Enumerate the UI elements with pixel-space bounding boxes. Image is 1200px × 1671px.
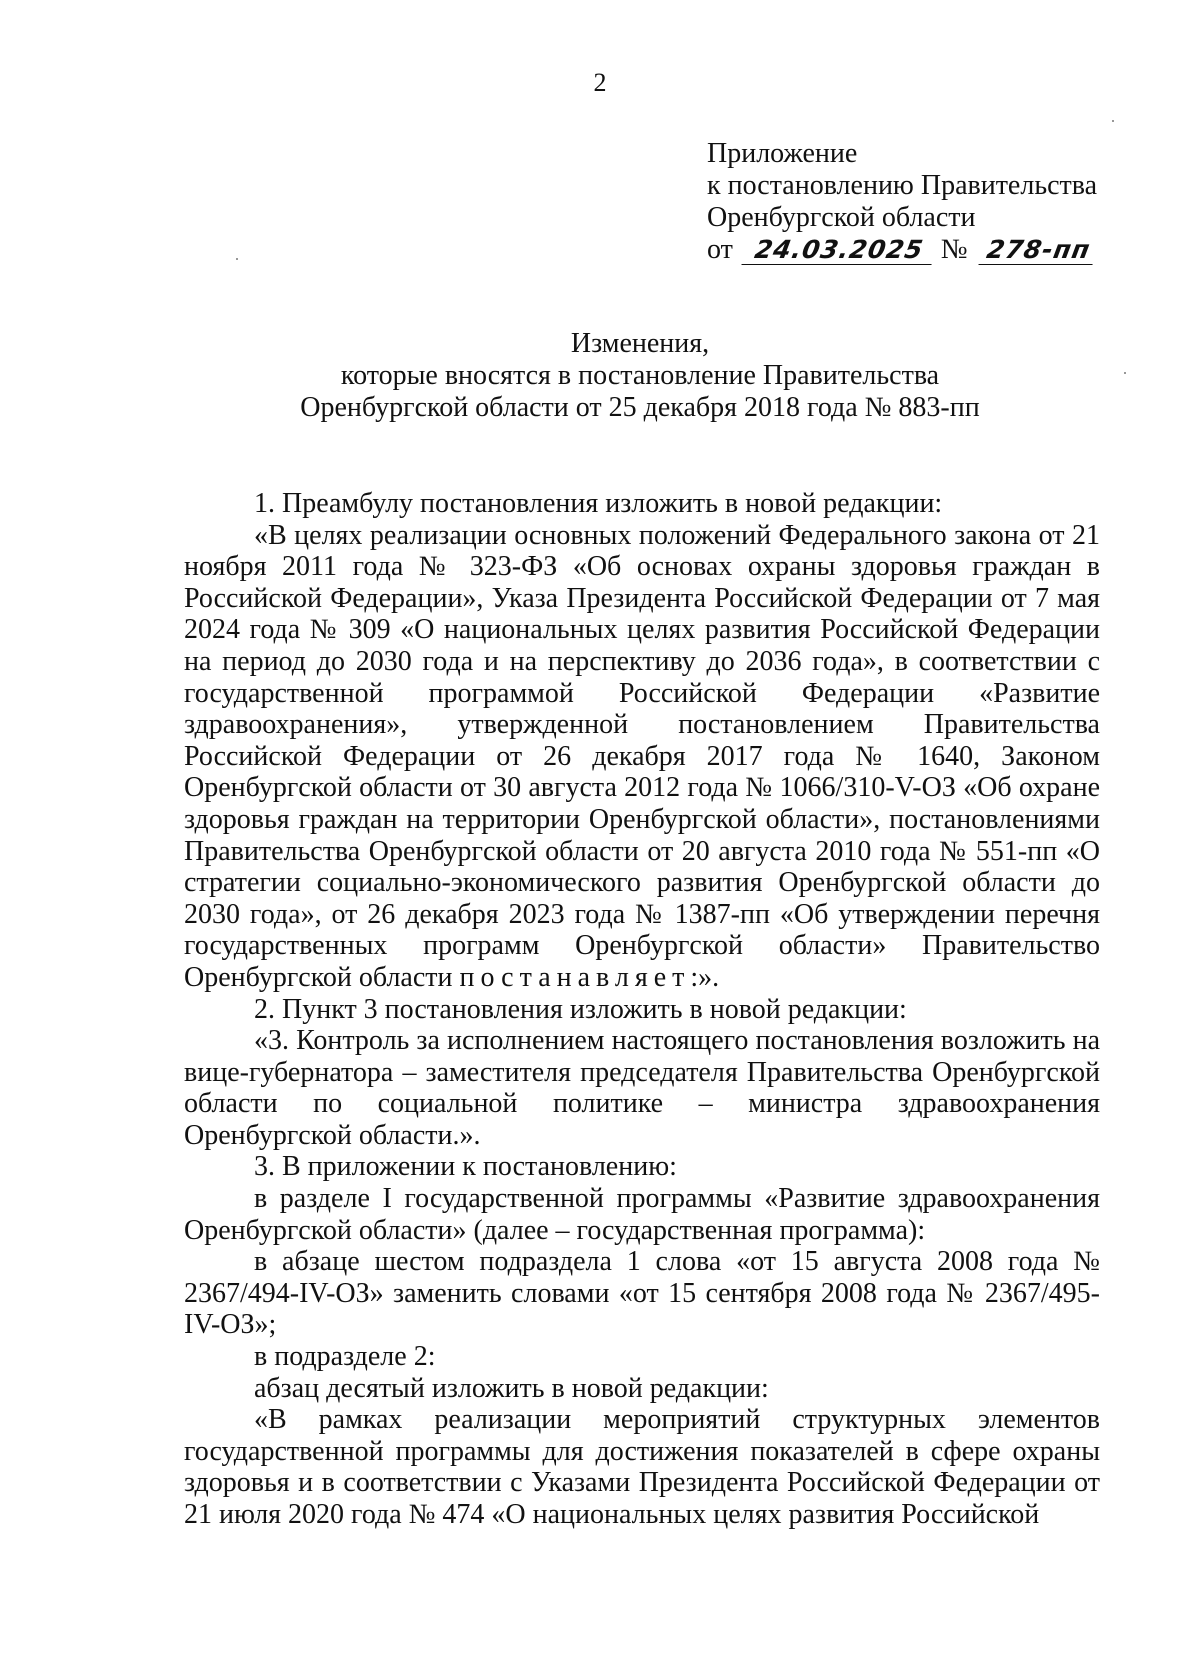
paragraph-2 (184, 520, 1100, 994)
date-prefix: от (707, 234, 733, 265)
paragraph-10: «В рамках реализации мероприятий структурных элементов государственной программы для достижения показателей в сфере охраны здоровья и в соответствии с Указами Президента Российской Федерации от 21 июля 2020 года № 474 «О национальных целях развития Российской (184, 1404, 1100, 1530)
title-line-3: Оренбургской области от 25 декабря 2018 года № 883-пп (300, 392, 980, 423)
paragraph-1: 1. Преамбулу постановления изложить в новой редакции: (254, 488, 943, 519)
paragraph-2-text: «В целях реализации основных положений Федерального закона от 21 ноября 2011 года № 323-ФЗ «Об основах охраны здоровья граждан в Российской Федерации», Указа Президента Российской Федерации от 7 мая 2024 года № 309 «О национальных целях развития Российской Федерации на период до 2030 года и на перспективу до 2036 года», в соответствии с государственной программой Российской Федерации «Развитие здравоохранения», утвержденной постановлением Правительства Российской Федерации от 26 декабря 2017 года № 1640, Законом Оренбургской области от 30 августа 2012 года № 1066/310-V-ОЗ «Об охране здоровья граждан на территории Оренбургской области», постановлениями Правительства Оренбургской области от 20 августа 2010 года № 551-пп «О стратегии социально-экономического развития Оренбургской области до 2030 года», от 26 декабря 2023 года № 1387-пп «Об утверждении перечня государственных программ Оренбургской области» Правительство Оренбургской области (184, 519, 1100, 993)
paragraph-3: 2. Пункт 3 постановления изложить в новой редакции: (254, 993, 907, 1025)
appendix-line-3: Оренбургской области (707, 202, 976, 233)
title-line-1: Изменения, (570, 328, 710, 359)
handwritten-number: 278-пп (978, 236, 1097, 265)
paragraph-2-spaced-word: постанавляет (459, 961, 691, 993)
scan-speck (1124, 372, 1126, 374)
paragraph-8: в подразделе 2: (254, 1341, 436, 1373)
document-body (184, 488, 1100, 1531)
appendix-line-1: Приложение (707, 138, 858, 169)
appendix-line-2: к постановлению Правительства (707, 170, 1098, 201)
page-number: 2 (593, 68, 607, 97)
appendix-block (707, 138, 1097, 266)
appendix-date-line (707, 234, 1097, 266)
paragraph-9: абзац десятый изложить в новой редакции: (254, 1372, 769, 1404)
paragraph-2-end: :». (690, 961, 720, 993)
handwritten-date: 24.03.2025 (741, 236, 936, 265)
document-title (0, 328, 1200, 424)
scan-speck (236, 258, 238, 260)
paragraph-7: в абзаце шестом подраздела 1 слова «от 15 августа 2008 года № 2367/494-IV-ОЗ» заменить словами «от 15 сентября 2008 года № 2367/495-IV-ОЗ»; (184, 1246, 1100, 1341)
paragraph-4: «3. Контроль за исполнением настоящего постановления возложить на вице-губернатора – заместителя председателя Правительства Оренбургской области по социальной политике – министра здравоохранения Оренбургской области.». (184, 1025, 1100, 1151)
paragraph-6: в разделе I государственной программы «Развитие здравоохранения Оренбургской области» (далее – государственная программа): (184, 1183, 1100, 1246)
number-prefix: № (940, 234, 968, 265)
paragraph-5: 3. В приложении к постановлению: (254, 1151, 677, 1183)
title-line-2: которые вносятся в постановление Правительства (340, 360, 940, 391)
scan-speck (1112, 120, 1114, 122)
